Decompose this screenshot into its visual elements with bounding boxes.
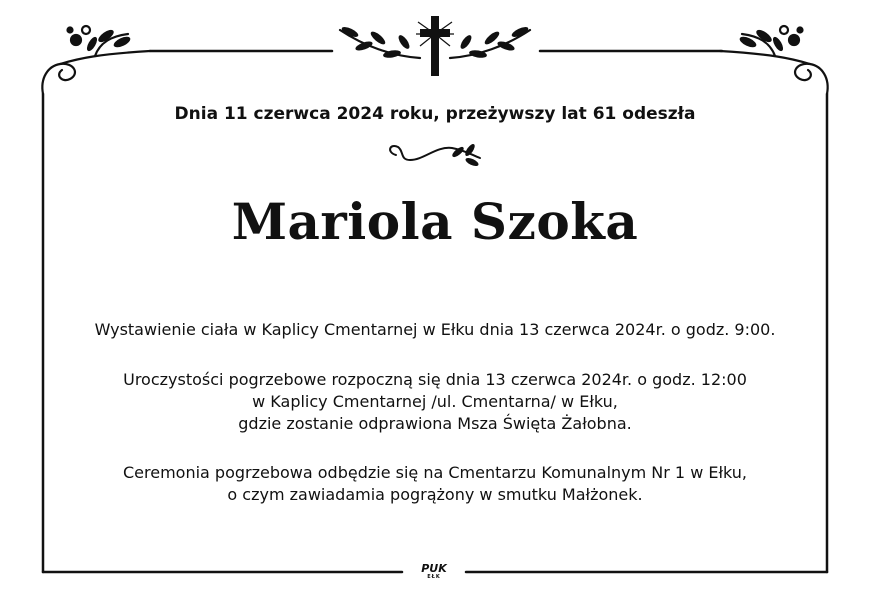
viewing-info: Wystawienie ciała w Kaplicy Cmentarnej w Ełku dnia 13 czerwca 2024r. o godz. 9:00. [94,320,776,339]
burial-line: o czym zawiadamia pogrążony w smutku Małżonek. [227,485,643,504]
burial-line: Ceremonia pogrzebowa odbędzie się na Cmentarzu Komunalnym Nr 1 w Ełku, [122,463,748,482]
ceremony-line: w Kaplicy Cmentarnej /ul. Cmentarna/ w Ełku, [252,392,618,411]
ceremony-line: Uroczystości pogrzebowe rozpoczną się dnia 13 czerwca 2024r. o godz. 12:00 [123,370,747,389]
ceremony-line: gdzie zostanie odprawiona Msza Święta Żałobna. [238,414,632,433]
logo-main-text: PUK [421,562,447,575]
flourish-icon [42,26,150,94]
puk-logo [410,563,458,580]
deceased-name: Mariola Szoka [231,192,639,251]
ceremony-info [0,369,870,435]
logo-sub-text: EŁK [427,574,441,580]
death-announcement-headline: Dnia 11 czerwca 2024 roku, przeżywszy lat 61 odeszła [174,104,696,124]
cross-icon [416,16,454,76]
burial-info [0,462,870,506]
